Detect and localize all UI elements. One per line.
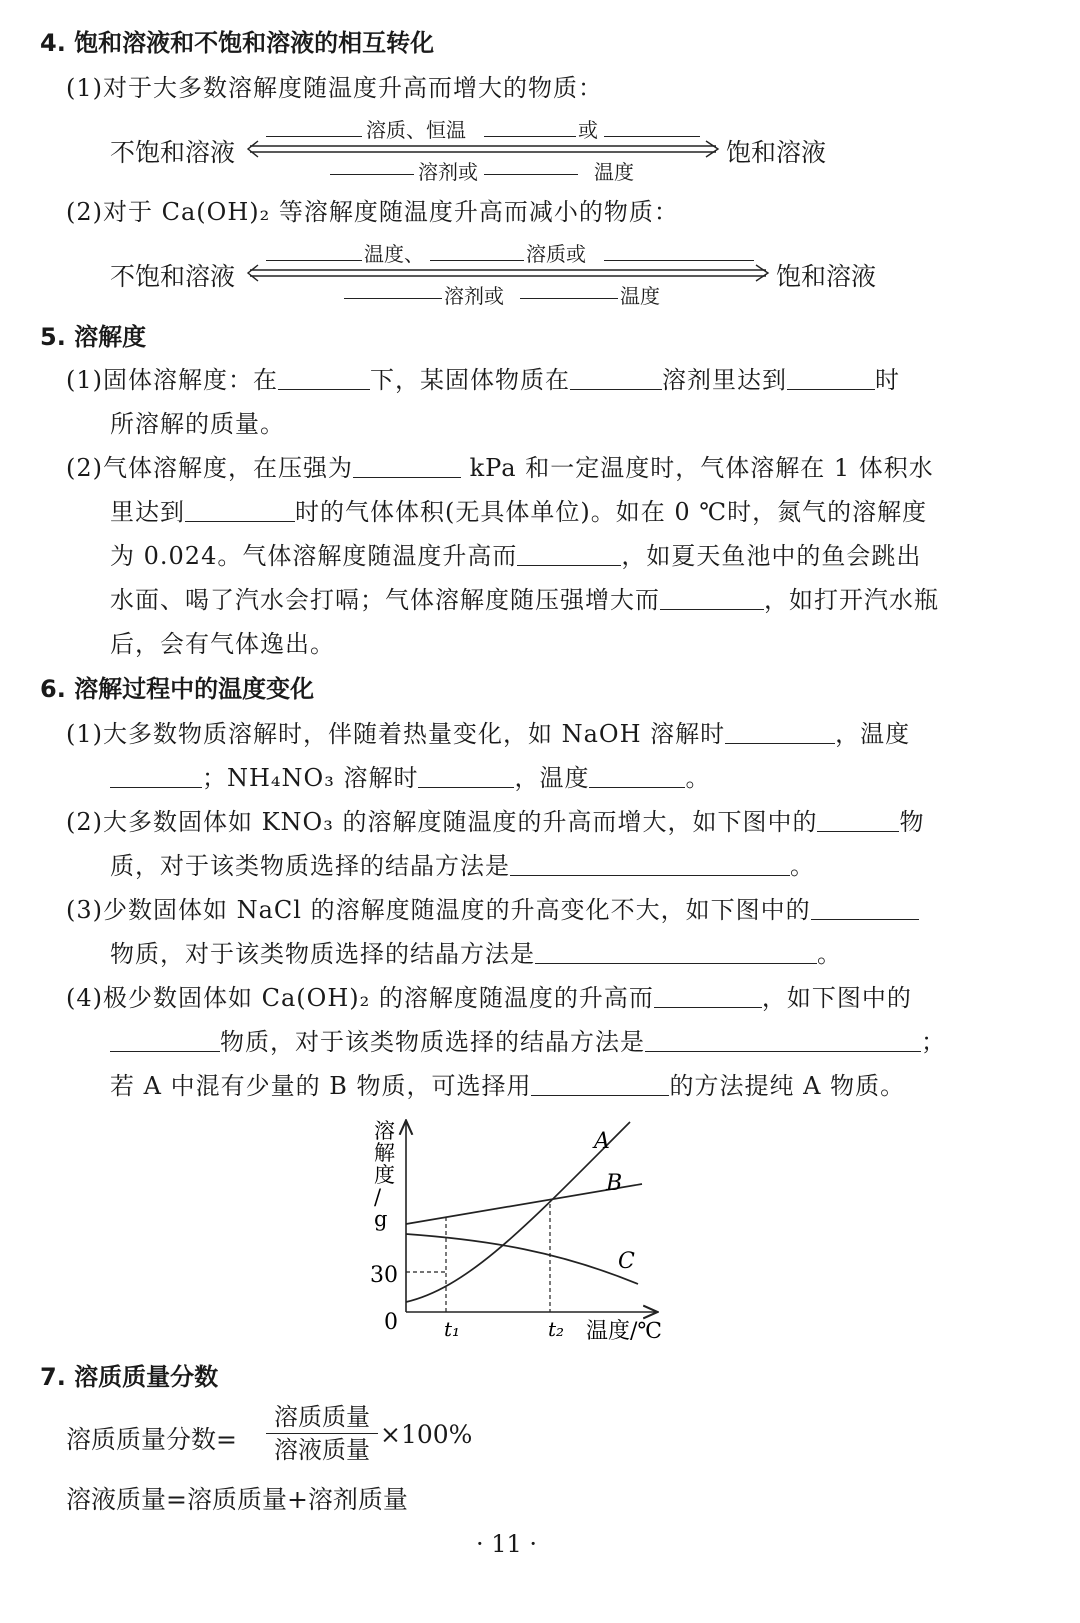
conv2-arrows — [246, 262, 776, 286]
section4-item2: (2)对于 Ca(OH)₂ 等溶解度随温度升高而减小的物质： — [66, 198, 679, 226]
section6-q2-line2: 质，对于该类物质选择的结晶方法是 。 — [110, 852, 815, 880]
blank-temperature[interactable] — [278, 365, 370, 390]
series-label-c: C — [618, 1249, 635, 1274]
curve-c — [406, 1234, 638, 1284]
section4-heading: 4. 饱和溶液和不饱和溶液的相互转化 — [40, 29, 435, 57]
blank-solvent-amount[interactable] — [570, 365, 662, 390]
blank-gas-temp-trend[interactable] — [517, 541, 621, 566]
blank-nacl-curve[interactable] — [811, 895, 919, 920]
conv1-blank-2[interactable] — [484, 112, 576, 137]
conv1-blank-3[interactable] — [604, 112, 700, 137]
formula1-fraction — [266, 1402, 378, 1465]
conv1-right: 饱和溶液 — [726, 138, 827, 167]
section6-q1-line2: ；NH₄NO₃ 溶解时 ，温度 。 — [110, 762, 710, 794]
conv2-blank-5[interactable] — [520, 274, 618, 299]
conv2-blank-2[interactable] — [430, 236, 524, 261]
blank-gas-state[interactable] — [185, 497, 295, 522]
blank-nh4no3-heat[interactable] — [418, 763, 514, 788]
conv2-bottom1: 溶剂或 — [444, 284, 504, 308]
blank-caoh2-method[interactable] — [645, 1027, 921, 1052]
blank-caoh2-trend[interactable] — [654, 983, 762, 1008]
blank-naoh-heat[interactable] — [725, 719, 835, 744]
conv2-bottom2: 温度 — [620, 284, 660, 308]
blank-kno3-method[interactable] — [510, 851, 790, 876]
section6-q1-line1: (1)大多数物质溶解时，伴随着热量变化，如 NaOH 溶解时 ，温度 — [66, 720, 911, 748]
x-axis-label: 温度/℃ — [586, 1319, 663, 1344]
conv2-blank-4[interactable] — [344, 274, 442, 299]
blank-nacl-method[interactable] — [535, 939, 817, 964]
conv1-blank-5[interactable] — [484, 150, 578, 175]
section5-p2-line1: (2)气体溶解度，在压强为 kPa 和一定温度时，气体溶解在 1 体积水 — [66, 454, 934, 482]
section6-heading: 6. 溶解过程中的温度变化 — [40, 675, 315, 703]
section5-p2-line3: 为 0.024。气体溶解度随温度升高而 ，如夏天鱼池中的鱼会跳出 — [110, 542, 922, 570]
section6-q2-line1: (2)大多数固体如 KNO₃ 的溶解度随温度的升高而增大，如下图中的 物 — [66, 808, 925, 836]
blank-nh4no3-temp[interactable] — [589, 763, 685, 788]
y-axis-label-char: 溶 — [374, 1119, 395, 1143]
formula1-left: 溶质质量分数= — [66, 1425, 237, 1454]
section5-heading: 5. 溶解度 — [40, 323, 147, 351]
section6-q3-line2: 物质，对于该类物质选择的结晶方法是 。 — [110, 940, 842, 968]
formula2: 溶液质量=溶质质量+溶剂质量 — [66, 1485, 408, 1514]
conv1-bottom2: 温度 — [594, 160, 634, 184]
fraction-denominator: 溶液质量 — [274, 1436, 370, 1464]
section5-p1-line2: 所溶解的质量。 — [110, 410, 285, 438]
fraction-bar — [266, 1433, 378, 1434]
fraction-numerator: 溶质质量 — [274, 1403, 370, 1431]
section4-item1: (1)对于大多数溶解度随温度升高而增大的物质： — [66, 74, 603, 102]
y-axis-label-char: g — [374, 1207, 388, 1231]
blank-kno3-curve[interactable] — [817, 807, 899, 832]
conv2-blank-1[interactable] — [266, 236, 362, 261]
section6-q4-line2: 物质，对于该类物质选择的结晶方法是 ； — [110, 1026, 946, 1058]
origin-label: 0 — [384, 1310, 398, 1335]
series-label-b: B — [606, 1171, 623, 1196]
x-tick-label-t1: t₁ — [444, 1317, 461, 1341]
conv1-blank-4[interactable] — [330, 150, 414, 175]
blank-caoh2-curve[interactable] — [110, 1027, 220, 1052]
conv2-top2: 溶质或 — [526, 242, 586, 266]
conv1-bottom1: 溶剂或 — [418, 160, 478, 184]
conv2-left: 不饱和溶液 — [110, 262, 236, 291]
formula1-right: ×100% — [380, 1420, 473, 1449]
blank-pressure[interactable] — [353, 453, 461, 478]
conv2-top1: 温度、 — [364, 242, 424, 266]
blank-naoh-temp[interactable] — [110, 763, 202, 788]
conv1-top1: 溶质、恒温 — [366, 118, 466, 142]
solubility-chart — [360, 1112, 690, 1350]
blank-gas-pressure-trend[interactable] — [660, 585, 764, 610]
section5-p2-line5: 后，会有气体逸出。 — [110, 630, 335, 658]
section6-q4-line1: (4)极少数固体如 Ca(OH)₂ 的溶解度随温度的升高而 ，如下图中的 — [66, 984, 912, 1012]
x-tick-label-t2: t₂ — [548, 1317, 565, 1341]
page-number: · 11 · — [476, 1530, 538, 1558]
y-tick-label-30: 30 — [370, 1263, 398, 1288]
blank-state[interactable] — [787, 365, 875, 390]
section5-p1-line1: (1)固体溶解度：在 下，某固体物质在 溶剂里达到 时 — [66, 366, 900, 394]
y-axis-label-char: 解 — [374, 1141, 395, 1165]
conv1-left: 不饱和溶液 — [110, 138, 236, 167]
blank-purify-method[interactable] — [531, 1071, 669, 1096]
y-axis-label-char: 度 — [374, 1163, 395, 1187]
section7-heading: 7. 溶质质量分数 — [40, 1363, 219, 1391]
section5-p2-line2: 里达到 时的气体体积(无具体单位)。如在 0 ℃时，氮气的溶解度 — [110, 498, 928, 526]
section6-q3-line1: (3)少数固体如 NaCl 的溶解度随温度的升高变化不大，如下图中的 — [66, 894, 919, 926]
conv1-blank-1[interactable] — [266, 112, 362, 137]
section5-p2-line4: 水面、喝了汽水会打嗝；气体溶解度随压强增大而 ，如打开汽水瓶 — [110, 586, 939, 614]
y-axis-label — [374, 1119, 395, 1231]
section6-q4-line3: 若 A 中混有少量的 B 物质，可选择用 的方法提纯 A 物质。 — [110, 1072, 906, 1100]
conv1-top2: 或 — [578, 118, 598, 142]
conv2-right: 饱和溶液 — [776, 262, 877, 291]
conv2-blank-3[interactable] — [604, 236, 754, 261]
series-label-a: A — [594, 1129, 610, 1154]
y-axis-label-char: / — [374, 1185, 382, 1209]
